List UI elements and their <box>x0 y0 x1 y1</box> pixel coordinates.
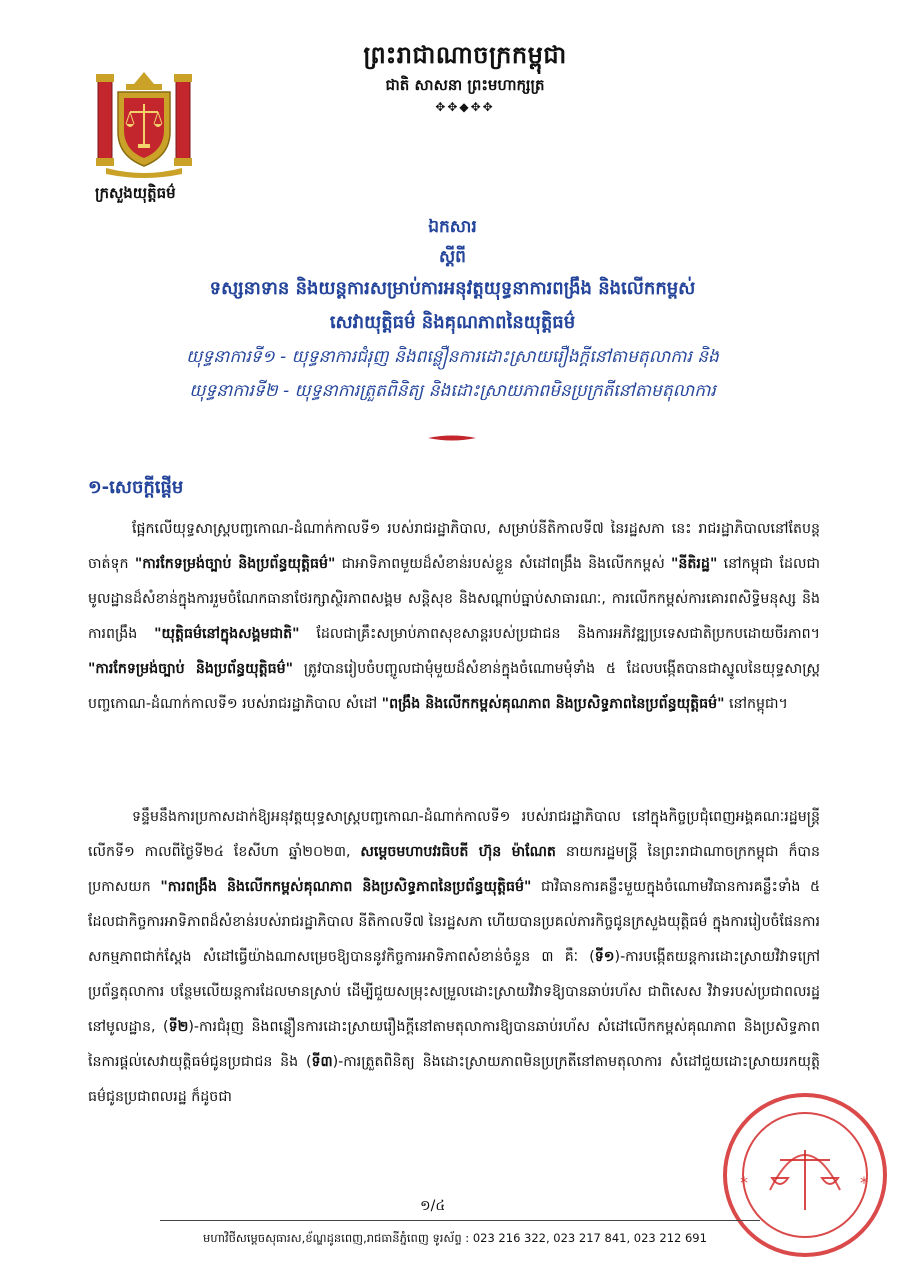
bold-run: "ការពង្រឹង និងលើកកម្ពស់គុណភាព និងប្រសិទ្ធភាពនៃប្រព័ន្ធយុត្តិធម៌" <box>160 879 532 895</box>
text-run: នាយករដ្ឋមន្ត្រី នៃព្រះរាជាណាចក្រកម្ពុជា <box>555 844 779 860</box>
footer-divider <box>160 1220 760 1221</box>
document-title-block <box>70 212 835 408</box>
ministry-logo-icon <box>96 70 192 180</box>
text-run: ជាអាទិភាពមួយដ៏សំខាន់របស់ខ្លួន សំដៅពង្រឹង និងលើកកម្ពស់ <box>335 556 672 572</box>
subject-title-line2: សេវាយុត្តិធម៌ និងគុណភាពនៃយុត្តិធម៌ <box>329 312 576 333</box>
svg-text:*: * <box>860 1173 868 1192</box>
bold-run: ទី១ <box>594 949 615 965</box>
text-run: )-ការជំរុញ និងពន្លឿនការដោះស្រាយរឿងក្តីនៅតាមតុលាការឱ្យបានឆាប់រហ័ស សំដៅលើកកម្ពស់គុណភាព និងប្រសិទ្ធភាពនៃការផ្តល់សេវាយុត្តិធម៌ជូនប្រជាជន និង ( <box>88 1019 820 1070</box>
text-run: នៅកម្ពុជា ដែលជាមូលដ្ឋានដ៏សំខាន់ក្នុងការរួមចំណែកធានាថែរក្សាស្ថិរភាពសង្គម សន្តិសុខ និងសណ្តាប់ធ្នាប់សាធារណៈ, ការលើកកម្ពស់ការគោរពសិទ្ធិមនុស្ស និងការពង្រឹង <box>88 556 820 642</box>
campaign-2: យុទ្ធនាការទី២ - យុទ្ធនាការត្រួតពិនិត្យ និងដោះស្រាយភាពមិនប្រក្រតីនៅតាមតុលាការ <box>189 381 716 401</box>
text-run: ក៏បានប្រកាសយក <box>88 844 820 895</box>
text-run: ផ្អែកលើយុទ្ធសាស្ត្របញ្ចកោណ-ដំណាក់កាលទី១ របស់រាជរដ្ឋាភិបាល, សម្រាប់នីតិកាលទី៧ នៃរដ្ឋសភា នេះ រាជរដ្ឋាភិបាលនៅតែបន្តចាត់ទុក <box>88 521 820 572</box>
text-run: ទន្ទឹមនឹងការប្រកាសដាក់ឱ្យអនុវត្តយុទ្ធសាស្ត្របញ្ចកោណ-ដំណាក់កាលទី១ របស់រាជរដ្ឋាភិបាល នៅក្នុងកិច្ចប្រជុំពេញអង្គគណៈរដ្ឋមន្ត្រីលើកទី១ កាលពីថ្ងៃទី២៤ ខែសីហា ឆ្នាំ២០២៣, <box>88 809 820 860</box>
page-number: ១/៤ <box>420 1198 446 1214</box>
text-run: )-ការត្រួតពិនិត្យ និងដោះស្រាយភាពមិនប្រក្រតីនៅតាមតុលាការ សំដៅជួយដោះស្រាយរកយុត្តិធម៌ជូនប្រជាពលរដ្ឋ ក៏ដូចជា <box>88 1054 820 1105</box>
text-run: )-ការបង្កើតយន្តការដោះស្រាយវិវាទក្រៅប្រព័ន្ធតុលាការ បន្ថែមលើយន្តការដែលមានស្រាប់ ដើម្បីជួយសម្រុះសម្រួលដោះស្រាយវិវាទឱ្យបានឆាប់រហ័ស ជាពិសេស វិវាទរបស់ប្រជាពលរដ្ឋនៅមូលដ្ឋាន, ( <box>88 949 820 1035</box>
campaign-1: យុទ្ធនាការទី១ - យុទ្ធនាការជំរុញ និងពន្លឿនការដោះស្រាយរឿងក្តីនៅតាមតុលាការ និង <box>186 347 719 367</box>
footer-address: មហាវិថីសម្តេចសុធារស,ខ័ណ្ឌដូនពេញ,រាជធានីភ្នំពេញ ទូរស័ព្ទ : 023 216 322, 023 217 841, 023 212 691 <box>203 1231 707 1245</box>
ministry-name: ក្រសួងយុត្តិធម៌ <box>95 184 176 202</box>
bold-run: "នីតិរដ្ឋ" <box>671 556 718 572</box>
kingdom-title: ព្រះរាជាណាចក្រកម្ពុជា <box>363 41 567 69</box>
bold-run: "យុត្តិធម៌នៅក្នុងសង្គមជាតិ" <box>154 626 300 642</box>
subject-title-line1: ទស្សនាទាន និងយន្តការសម្រាប់ការអនុវត្តយុទ្ធនាការពង្រឹង និងលើកកម្ពស់ <box>209 278 696 299</box>
text-run: ជាវិធានការគន្លឹះមួយក្នុងចំណោមវិធានការគន្លឹះទាំង ៥ ដែលជាកិច្ចការអាទិភាពដ៏សំខាន់របស់រាជរដ្ឋាភិបាល នីតិកាលទី៧ នៃរដ្ឋសភា ហើយបានប្រគល់ភារកិច្ចជូនក្រសួងយុត្តិធម៌ ក្នុងការរៀបចំផែនការសកម្មភាពជាក់ស្តែង សំដៅធ្វើយ៉ាងណាសម្រេចឱ្យបាននូវកិច្ចការអាទិភាពសំខាន់ចំនួន ៣ គឺៈ ( <box>88 879 821 965</box>
bold-run: ទី២ <box>168 1019 189 1035</box>
national-motto: ជាតិ សាសនា ព្រះមហាក្សត្រ <box>385 76 545 94</box>
bold-run: "ការកែទម្រង់ច្បាប់ និងប្រព័ន្ធយុត្តិធម៌" <box>88 661 294 677</box>
bold-run: "ការកែទម្រង់ច្បាប់ និងប្រព័ន្ធយុត្តិធម៌" <box>134 556 336 572</box>
text-run: ត្រូវបានរៀបចំបញ្ចូលជាមុំមួយដ៏សំខាន់ក្នុងចំណោមមុំទាំង ៥ ដែលបង្កើតបានជាស្នូលនៃយុទ្ធសាស្ត្របញ្ចកោណ-ដំណាក់កាលទី១ របស់រាជរដ្ឋាភិបាល សំដៅ <box>88 661 820 712</box>
bold-run: សម្តេចមហាបវរធិបតី ហ៊ុន ម៉ាណែត <box>360 844 556 860</box>
section-heading: ១-សេចក្តីផ្តើម <box>88 477 184 498</box>
subject-label: ស្តីពី <box>439 247 466 267</box>
text-run: នៅកម្ពុជា។ <box>724 696 788 712</box>
national-header <box>330 38 600 116</box>
text-run: ដែលជាគ្រឹះសម្រាប់ភាពសុខសាន្តរបស់ប្រជាជន និងការអភិវឌ្ឍប្រទេសជាតិប្រកបដោយចីរភាព។ <box>299 626 821 642</box>
paragraph-introduction-1 <box>88 512 820 722</box>
svg-text:*: * <box>740 1173 748 1192</box>
document-type: ឯកសារ <box>428 217 477 237</box>
header-ornament: ✥✥◆✥✥ <box>435 100 495 114</box>
decorative-divider-icon <box>428 433 476 443</box>
bold-run: "ពង្រឹង និងលើកកម្ពស់គុណភាព និងប្រសិទ្ធភាពនៃប្រព័ន្ធយុត្តិធម៌" <box>381 696 725 712</box>
bold-run: ទី៣ <box>311 1054 333 1070</box>
